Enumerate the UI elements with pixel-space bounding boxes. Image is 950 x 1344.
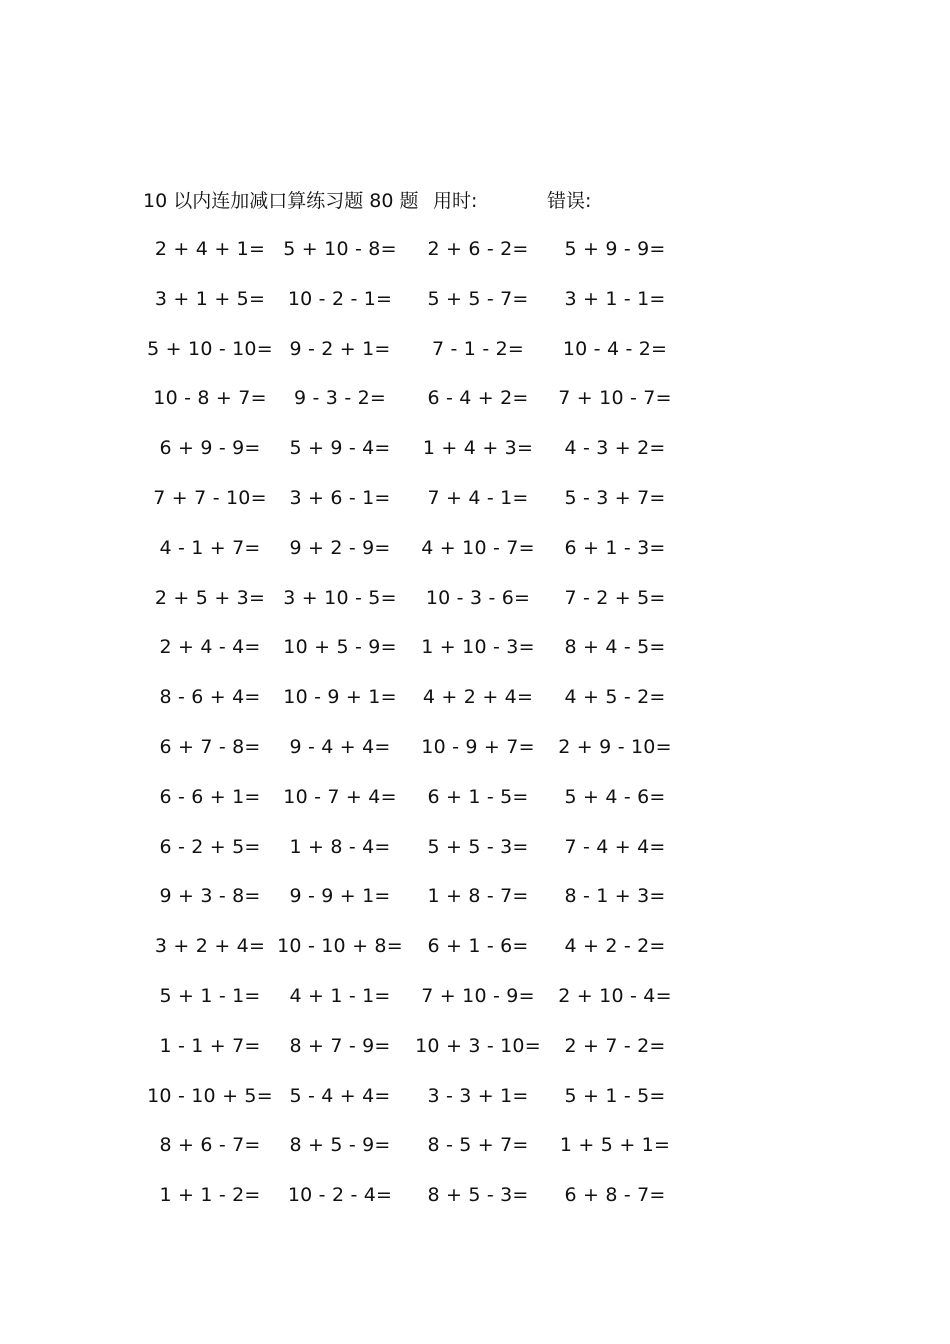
problem-row xyxy=(140,980,700,1030)
problem-item: 6 + 1 - 5= xyxy=(427,785,529,808)
problem-item: 8 + 5 - 9= xyxy=(289,1134,391,1157)
problem-item: 6 + 1 - 6= xyxy=(427,935,529,958)
problem-item: 6 - 4 + 2= xyxy=(427,387,529,410)
problem-row xyxy=(140,731,700,781)
problem-item: 1 + 1 - 2= xyxy=(159,1184,261,1207)
problem-row xyxy=(140,1030,700,1080)
problem-item: 5 + 1 - 5= xyxy=(564,1084,666,1107)
problem-item: 6 - 6 + 1= xyxy=(159,785,261,808)
problem-item: 8 + 4 - 5= xyxy=(564,636,666,659)
problem-grid xyxy=(140,233,700,1229)
problem-row xyxy=(140,930,700,980)
problem-item: 10 - 7 + 4= xyxy=(283,785,397,808)
problem-item: 10 - 2 - 1= xyxy=(287,287,393,310)
problem-item: 10 - 4 - 2= xyxy=(562,337,668,360)
problem-item: 6 + 7 - 8= xyxy=(159,735,261,758)
problem-item: 6 + 1 - 3= xyxy=(564,536,666,559)
problem-item: 7 + 4 - 1= xyxy=(427,486,529,509)
problem-item: 5 + 9 - 9= xyxy=(564,238,666,260)
problem-item: 3 + 6 - 1= xyxy=(289,486,391,509)
problem-row xyxy=(140,233,700,283)
problem-item: 1 + 8 - 4= xyxy=(289,835,391,858)
problem-item: 1 + 4 + 3= xyxy=(422,437,534,460)
problem-item: 2 + 4 + 1= xyxy=(154,238,266,260)
problem-row xyxy=(140,1080,700,1130)
problem-item: 1 + 10 - 3= xyxy=(421,636,535,659)
problem-row xyxy=(140,382,700,432)
problem-item: 9 - 9 + 1= xyxy=(289,885,391,908)
problem-item: 5 + 10 - 8= xyxy=(283,238,397,260)
time-used-label: 用时: xyxy=(433,190,478,212)
problem-item: 9 - 2 + 1= xyxy=(289,337,391,360)
problem-row xyxy=(140,432,700,482)
problem-item: 5 + 10 - 10= xyxy=(147,337,273,360)
problem-item: 10 - 9 + 1= xyxy=(283,686,397,709)
problem-item: 9 - 4 + 4= xyxy=(289,735,391,758)
problem-item: 10 - 2 - 4= xyxy=(287,1184,393,1207)
problem-item: 3 + 1 + 5= xyxy=(154,287,266,310)
problem-item: 8 - 5 + 7= xyxy=(427,1134,529,1157)
problem-item: 3 + 10 - 5= xyxy=(283,586,397,609)
problem-item: 7 + 10 - 7= xyxy=(558,387,672,410)
problem-item: 6 - 2 + 5= xyxy=(159,835,261,858)
problem-item: 4 + 2 + 4= xyxy=(422,686,534,709)
problem-row xyxy=(140,1129,700,1179)
problem-item: 4 + 1 - 1= xyxy=(289,984,391,1007)
problem-item: 7 - 2 + 5= xyxy=(564,586,666,609)
problem-row xyxy=(140,333,700,383)
problem-item: 7 - 4 + 4= xyxy=(564,835,666,858)
problem-item: 8 + 7 - 9= xyxy=(289,1034,391,1057)
problem-item: 6 + 8 - 7= xyxy=(564,1184,666,1207)
problem-item: 5 + 5 - 3= xyxy=(427,835,529,858)
problem-item: 5 + 9 - 4= xyxy=(289,437,391,460)
problem-item: 10 - 10 + 5= xyxy=(147,1084,273,1107)
problem-item: 7 + 7 - 10= xyxy=(153,486,267,509)
problem-item: 10 - 9 + 7= xyxy=(421,735,535,758)
problem-row xyxy=(140,283,700,333)
problem-item: 4 + 5 - 2= xyxy=(564,686,666,709)
problem-item: 1 + 8 - 7= xyxy=(427,885,529,908)
problem-item: 3 - 3 + 1= xyxy=(427,1084,529,1107)
problem-item: 2 + 9 - 10= xyxy=(558,735,672,758)
problem-row xyxy=(140,631,700,681)
problem-item: 2 + 10 - 4= xyxy=(558,984,672,1007)
problem-item: 1 - 1 + 7= xyxy=(159,1034,261,1057)
problem-item: 5 + 5 - 7= xyxy=(427,287,529,310)
problem-item: 9 + 3 - 8= xyxy=(159,885,261,908)
problem-item: 8 - 1 + 3= xyxy=(564,885,666,908)
problem-item: 10 + 5 - 9= xyxy=(283,636,397,659)
problem-item: 5 + 4 - 6= xyxy=(564,785,666,808)
problem-item: 4 + 2 - 2= xyxy=(564,935,666,958)
worksheet-header xyxy=(143,187,743,215)
problem-item: 4 + 10 - 7= xyxy=(421,536,535,559)
problem-item: 8 + 5 - 3= xyxy=(427,1184,529,1207)
problem-row xyxy=(140,532,700,582)
problem-item: 9 + 2 - 9= xyxy=(289,536,391,559)
problem-item: 2 + 6 - 2= xyxy=(427,238,529,260)
problem-row xyxy=(140,482,700,532)
problem-row xyxy=(140,681,700,731)
problem-item: 1 + 5 + 1= xyxy=(559,1134,671,1157)
problem-item: 7 - 1 - 2= xyxy=(431,337,525,360)
problem-item: 5 - 4 + 4= xyxy=(289,1084,391,1107)
problem-item: 10 - 10 + 8= xyxy=(277,935,403,958)
problem-item: 9 - 3 - 2= xyxy=(293,387,387,410)
problem-row xyxy=(140,1179,700,1229)
problem-item: 10 - 8 + 7= xyxy=(153,387,267,410)
problem-item: 10 + 3 - 10= xyxy=(415,1034,541,1057)
problem-item: 10 - 3 - 6= xyxy=(425,586,531,609)
worksheet-title: 10 以内连加减口算练习题 80 题 xyxy=(143,190,419,212)
problem-item: 2 + 7 - 2= xyxy=(564,1034,666,1057)
problem-item: 7 + 10 - 9= xyxy=(421,984,535,1007)
problem-row xyxy=(140,582,700,632)
problem-item: 2 + 5 + 3= xyxy=(154,586,266,609)
problem-item: 6 + 9 - 9= xyxy=(159,437,261,460)
problem-item: 5 - 3 + 7= xyxy=(564,486,666,509)
problem-item: 2 + 4 - 4= xyxy=(159,636,261,659)
problem-row xyxy=(140,880,700,930)
problem-item: 8 - 6 + 4= xyxy=(159,686,261,709)
problem-item: 8 + 6 - 7= xyxy=(159,1134,261,1157)
errors-label: 错误: xyxy=(547,190,592,212)
problem-item: 5 + 1 - 1= xyxy=(159,984,261,1007)
problem-item: 3 + 2 + 4= xyxy=(154,935,266,958)
problem-item: 4 - 1 + 7= xyxy=(159,536,261,559)
problem-row xyxy=(140,781,700,831)
problem-item: 3 + 1 - 1= xyxy=(564,287,666,310)
problem-item: 4 - 3 + 2= xyxy=(564,437,666,460)
problem-row xyxy=(140,831,700,881)
